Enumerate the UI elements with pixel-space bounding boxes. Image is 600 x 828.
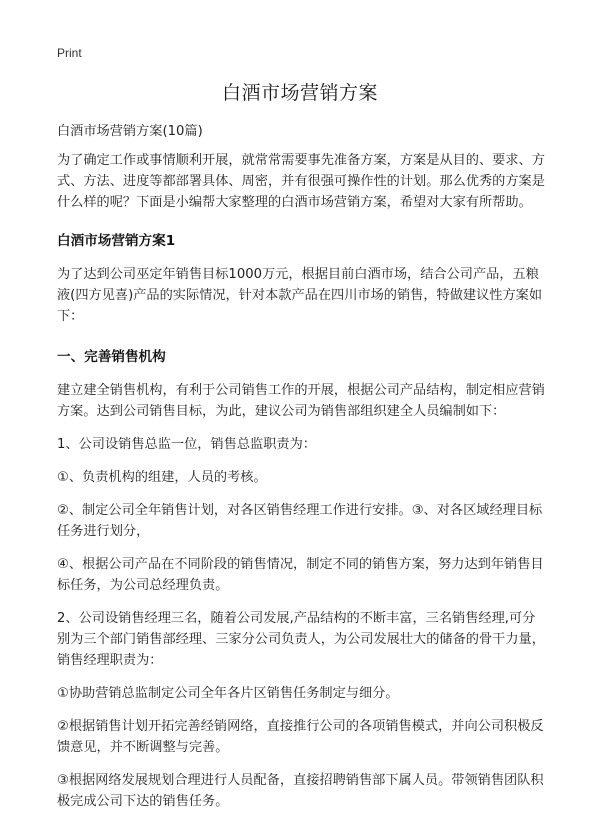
list-item: ④、根据公司产品在不同阶段的销售情况，制定不同的销售方案，努力达到年销售目标任务，为公司总经理负责。 (57, 557, 544, 593)
part-heading: 一、完善销售机构 (57, 349, 166, 365)
list-item: 2、公司设销售经理三名，随着公司发展,产品结构的不断丰富，三名销售经理,可分别为三个部门销售部经理、三家分公司负责人，为公司发展壮大的储备的骨干力量，销售经理职责为： (57, 611, 545, 668)
intro-paragraph: 为了确定工作或事情顺利开展，就常常需要事先准备方案，方案是从目的、要求、方式、方法、进度等都部署具体、周密，并有很强可操作性的计划。那么优秀的方案是什么样的呢？下面是小编帮大家整理的白酒市场营销方案，希望对大家有所帮助。 (57, 153, 545, 210)
print-link[interactable]: Print (57, 46, 82, 60)
list-item: ①、负责机构的组建，人员的考核。 (57, 470, 267, 485)
section-intro-paragraph: 为了达到公司巫定年销售目标1000万元，根据目前白酒市场，结合公司产品，五粮液(四方见喜)产品的实际情况，针对本款产品在四川市场的销售，特做建议性方案如下： (57, 267, 543, 324)
list-item: ②、制定公司全年销售计划，对各区销售经理工作进行安排。③、对各区域经理目标任务进行划分， (57, 503, 543, 539)
section-heading: 白酒市场营销方案1 (57, 233, 176, 249)
part-paragraph: 建立建全销售机构，有利于公司销售工作的开展，根据公司产品结构，制定相应营销方案。达到公司销售目标，为此，建议公司为销售部组织建全人员编制如下： (57, 383, 545, 419)
list-item: ③根据网络发展规划合理进行人员配备，直接招聘销售部下属人员。带领销售团队积极完成公司下达的销售任务。 (57, 773, 544, 809)
list-item: ②根据销售计划开拓完善经销网络，直接推行公司的各项销售模式，并向公司积极反馈意见，并不断调整与完善。 (57, 719, 544, 755)
document-subtitle: 白酒市场营销方案(10篇) (57, 124, 203, 139)
list-item: 1、公司设销售总监一位，销售总监职责为： (57, 437, 316, 452)
page-title: 白酒市场营销方案 (221, 82, 378, 104)
list-item: ①协助营销总监制定公司全年各片区销售任务制定与细分。 (57, 686, 399, 701)
document-body (57, 121, 547, 824)
